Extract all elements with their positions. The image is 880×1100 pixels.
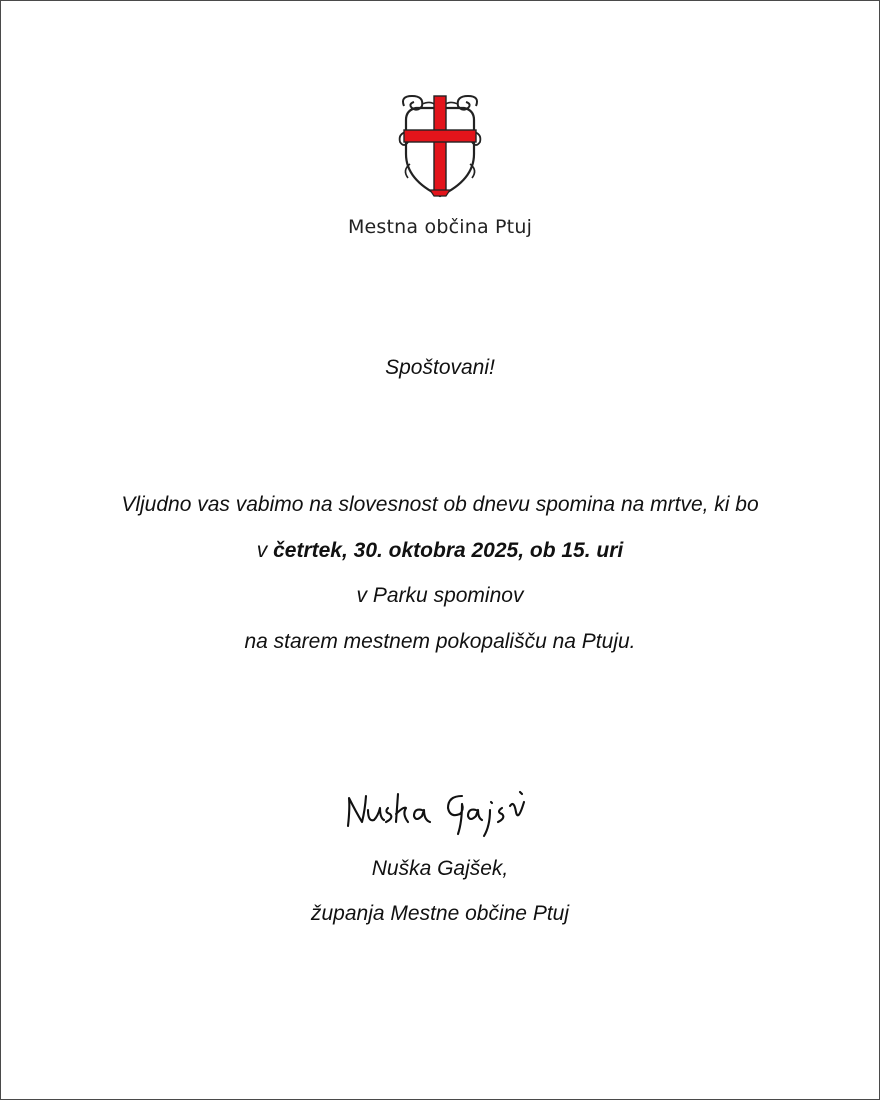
- invitation-line-3: v Parku spominov: [356, 584, 524, 607]
- signer-title: županja Mestne občine Ptuj: [311, 902, 569, 925]
- invitation-line-2: [0, 539, 880, 563]
- event-date-time: četrtek, 30. oktobra 2025, ob 15. uri: [273, 539, 624, 562]
- salutation: Spoštovani!: [385, 356, 495, 379]
- invitation-line-4: na starem mestnem pokopališču na Ptuju.: [244, 630, 636, 653]
- signer-name: Nuška Gajšek,: [371, 857, 509, 880]
- handwritten-signature: [338, 782, 534, 838]
- invitation-line-1: Vljudno vas vabimo na slovesnost ob dnevu spomina na mrtve, ki bo: [121, 493, 759, 516]
- ptuj-coat-of-arms-icon: [396, 92, 484, 200]
- date-prefix: v: [256, 539, 274, 562]
- organization-name: Mestna občina Ptuj: [347, 216, 533, 238]
